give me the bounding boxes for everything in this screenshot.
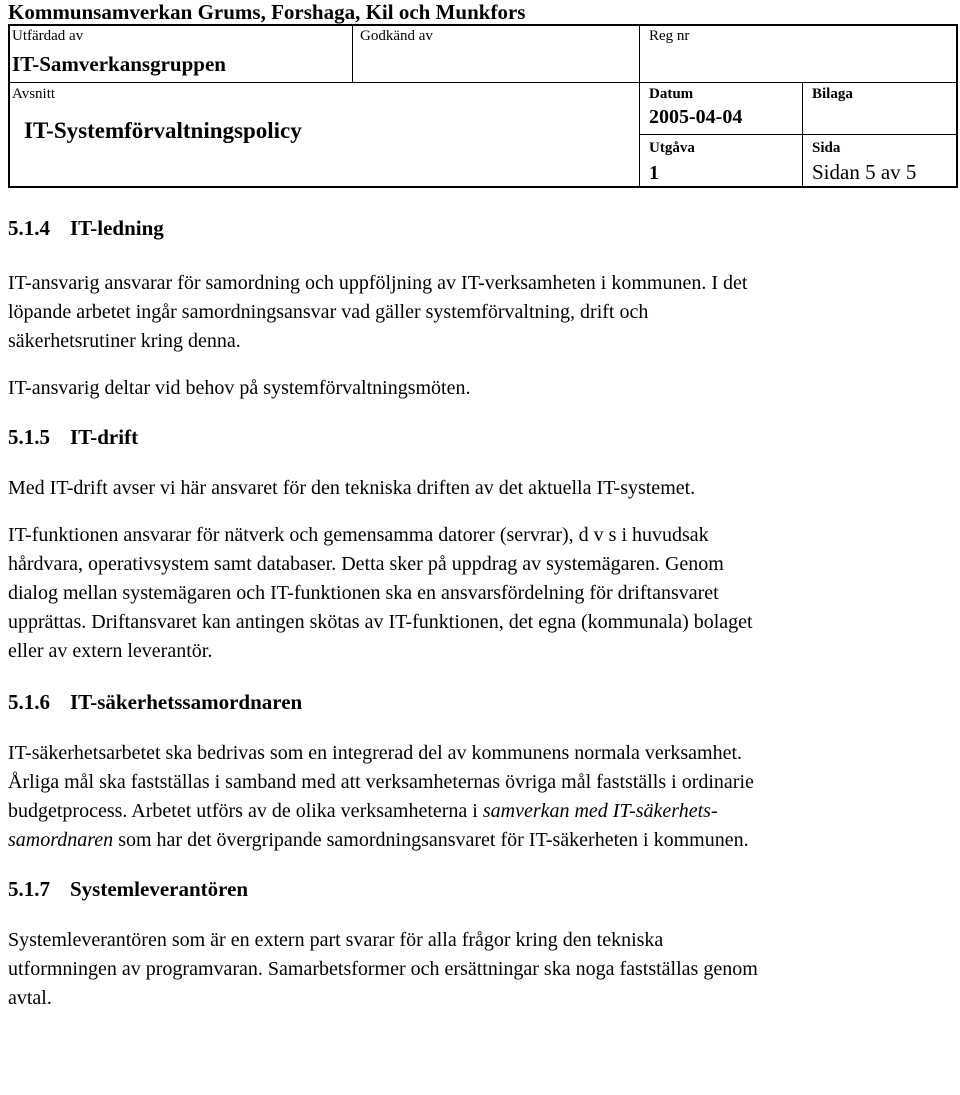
paragraph-line: IT-ansvarig ansvarar för samordning och uppföljning av IT-verksamheten i kommunen. I det (8, 272, 748, 294)
section-number: 5.1.4 (8, 216, 50, 240)
section-title: IT-drift (70, 425, 139, 449)
section-title: Systemleverantören (70, 877, 249, 901)
issued-by-label: Utfärdad av (12, 28, 84, 44)
paragraph-line: avtal. (8, 987, 52, 1009)
paragraph-line: Årliga mål ska fastställas i samband med att verksamheternas övriga mål fastställs i ordinarie (8, 771, 754, 793)
paragraph-line: IT-funktionen ansvarar för nätverk och gemensamma datorer (servrar), d v s i huvudsak (8, 524, 709, 546)
paragraph-line: hårdvara, operativsystem samt databaser. Detta sker på uppdrag av systemägaren. Genom (8, 553, 724, 575)
organization-title: Kommunsamverkan Grums, Forshaga, Kil och Munkfors (8, 0, 526, 24)
section-heading (8, 216, 952, 241)
section-heading (8, 425, 952, 450)
paragraph-line: utformningen av programvaran. Samarbetsformer och ersättningar ska noga fastställas genom (8, 958, 758, 980)
paragraph (8, 926, 952, 1013)
paragraph (8, 521, 952, 666)
page-label: Sida (812, 140, 841, 156)
paragraph-line (8, 826, 952, 855)
page-value: Sidan 5 av 5 (812, 160, 917, 184)
paragraph-line: Systemleverantören som är en extern part svarar för alla frågor kring den tekniska (8, 929, 664, 951)
section-title: IT-säkerhetssamordnaren (70, 690, 303, 714)
paragraph-line: dialog mellan systemägaren och IT-funktionen ska en ansvarsfördelning för driftansvaret (8, 582, 719, 604)
paragraph (8, 374, 952, 403)
paragraph-line: IT-ansvarig deltar vid behov på systemförvaltningsmöten. (8, 377, 471, 399)
section-title: IT-ledning (70, 216, 164, 240)
document-header-table (8, 24, 958, 188)
section-heading (8, 690, 952, 715)
italic-emphasis: samordnaren (8, 829, 114, 851)
date-value: 2005-04-04 (649, 106, 743, 128)
paragraph-text: som har det övergripande samordningsansvaret för IT-säkerheten i kommunen. (113, 829, 749, 851)
header-divider-date-edition (639, 134, 956, 135)
paragraph-line: löpande arbetet ingår samordningsansvar vad gäller systemförvaltning, drift och (8, 301, 649, 323)
paragraph-line: upprättas. Driftansvaret kan antingen skötas av IT-funktionen, det egna (kommunala) bolaget (8, 611, 753, 633)
edition-label: Utgåva (649, 140, 695, 156)
paragraph (8, 269, 952, 356)
section-label: Avsnitt (12, 86, 56, 102)
paragraph-line (8, 797, 952, 826)
section-number: 5.1.5 (8, 425, 50, 449)
paragraph (8, 739, 952, 855)
paragraph-line: eller av extern leverantör. (8, 640, 213, 662)
section-number: 5.1.6 (8, 690, 50, 714)
header-divider-horizontal (10, 82, 956, 83)
header-divider-vertical-1 (352, 26, 353, 82)
paragraph-text: budgetprocess. Arbetet utförs av de olika verksamheterna i (8, 800, 483, 822)
section-heading (8, 877, 952, 902)
italic-emphasis: samverkan med IT-säkerhets- (482, 800, 718, 822)
approved-by-label: Godkänd av (360, 28, 433, 44)
paragraph-line: Med IT-drift avser vi här ansvaret för den tekniska driften av det aktuella IT-systemet. (8, 477, 696, 499)
issued-by-value: IT-Samverkansgruppen (12, 52, 226, 76)
attachment-label: Bilaga (812, 86, 853, 102)
reg-no-label: Reg nr (649, 28, 690, 44)
document-body (8, 216, 952, 1013)
edition-value: 1 (649, 162, 659, 184)
section-value: IT-Systemförvaltningspolicy (24, 118, 302, 143)
date-label: Datum (649, 86, 694, 102)
paragraph-line: säkerhetsrutiner kring denna. (8, 330, 241, 352)
header-divider-vertical-2 (639, 26, 640, 186)
paragraph-line: IT-säkerhetsarbetet ska bedrivas som en integrerad del av kommunens normala verksamhet. (8, 742, 743, 764)
paragraph (8, 474, 952, 503)
section-number: 5.1.7 (8, 877, 50, 901)
